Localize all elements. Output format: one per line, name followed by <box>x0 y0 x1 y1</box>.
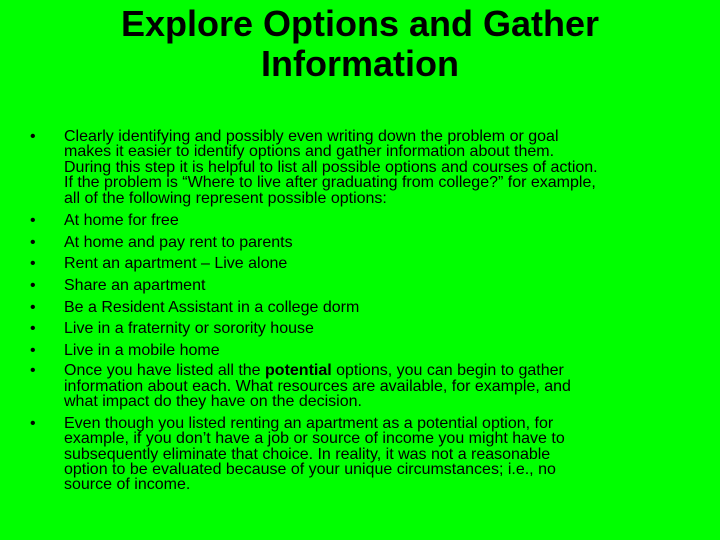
slide-title <box>60 4 660 84</box>
bullet-text-line: subsequently eliminate that choice. In reality, it was not a reasonable <box>64 445 551 463</box>
bullet-text-line: If the problem is “Where to live after graduating from college?” for example, <box>64 174 596 192</box>
bullet-item <box>30 299 680 317</box>
bullet-text-line: all of the following represent possible options: <box>64 189 387 207</box>
bullet-item <box>30 212 680 230</box>
bullet-text-line: Clearly identifying and possibly even writing down the problem or goal <box>64 128 559 145</box>
bullet-item <box>30 255 680 273</box>
bullet-text: Share an apartment <box>64 277 206 294</box>
bullet-text-line: During this step it is helpful to list all possible options and courses of action. <box>64 158 598 176</box>
bullet-item <box>30 277 680 295</box>
bullet-text-line <box>64 363 680 378</box>
bullet-text-line: information about each. What resources are available, for example, and <box>64 377 571 395</box>
bullet-icon: • <box>30 341 36 359</box>
bullet-text-line: option to be evaluated because of your unique circumstances; i.e., no <box>64 461 556 478</box>
bullet-text: Be a Resident Assistant in a college dorm <box>64 298 360 316</box>
bullet-item <box>30 363 680 409</box>
bullet-icon: • <box>30 414 36 432</box>
bullet-icon: • <box>30 255 36 273</box>
title-line-1: Explore Options and Gather <box>120 3 600 44</box>
bullet-emphasis: potential <box>265 362 332 380</box>
bullet-icon: • <box>30 298 36 316</box>
bullet-icon: • <box>30 128 36 145</box>
title-line-2: Information <box>261 43 459 84</box>
bullet-text: At home and pay rent to parents <box>64 233 293 251</box>
bullet-list <box>30 129 680 499</box>
bullet-text-part: options, you can begin to gather <box>331 362 564 380</box>
bullet-text-part: Once you have listed all the <box>64 362 266 380</box>
bullet-icon: • <box>30 362 36 380</box>
bullet-item <box>30 416 680 493</box>
bullet-text-line: Even though you listed renting an apartment as a potential option, for <box>64 414 554 432</box>
bullet-item <box>30 129 680 206</box>
bullet-item <box>30 342 680 360</box>
bullet-text-line: source of income. <box>64 476 191 494</box>
bullet-icon: • <box>30 233 36 251</box>
bullet-text: Live in a fraternity or sorority house <box>64 320 314 338</box>
bullet-text: Rent an apartment – Live alone <box>64 255 288 273</box>
bullet-item <box>30 234 680 252</box>
bullet-text: At home for free <box>64 212 179 230</box>
bullet-text-line: makes it easier to identify options and gather information about them. <box>64 143 555 161</box>
bullet-text-line: example, if you don’t have a job or source of income you might have to <box>64 430 565 448</box>
bullet-icon: • <box>30 320 36 338</box>
bullet-text-line: what impact do they have on the decision. <box>64 393 362 411</box>
bullet-item <box>30 320 680 338</box>
bullet-icon: • <box>30 212 36 230</box>
bullet-text: Live in a mobile home <box>64 341 220 359</box>
bullet-icon: • <box>30 277 36 294</box>
